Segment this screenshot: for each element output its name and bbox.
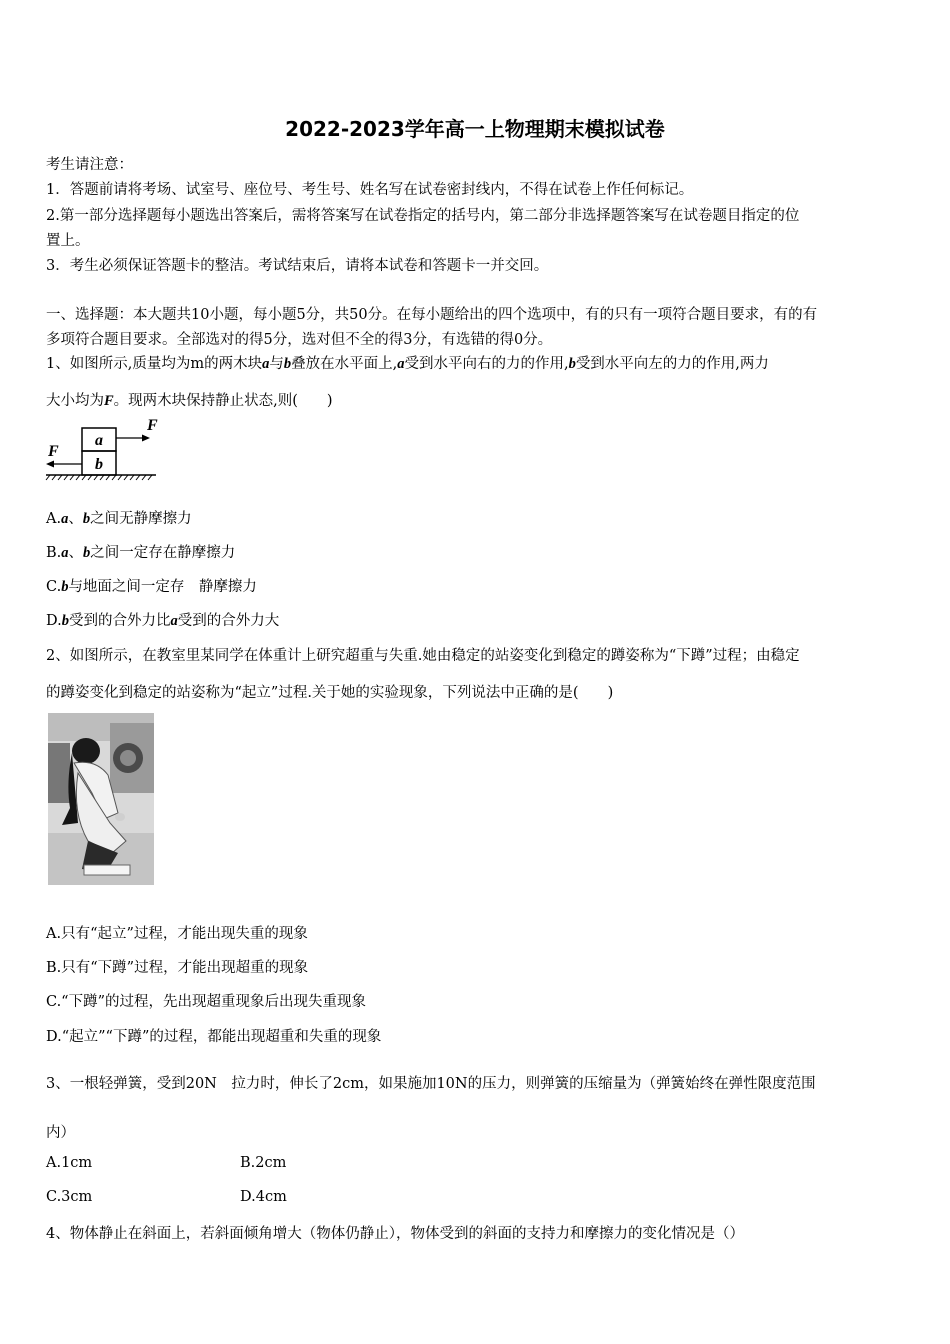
q1-option-b: B.a、b之间一定存在静摩擦力 <box>46 545 236 561</box>
q3-option-c: C.3cm <box>46 1189 93 1205</box>
notice-item-3: 3．考生必须保证答题卡的整洁。考试结束后，请将本试卷和答题卡一并交回。 <box>46 258 549 274</box>
block-b-label: b <box>95 456 103 473</box>
force-label-top: F <box>147 418 158 434</box>
notice-item-2-cont: 置上。 <box>46 233 90 249</box>
page-title: 2022-2023学年高一上物理期末模拟试卷 <box>285 117 665 141</box>
q1-option-c: C.b与地面之间一定存 静摩擦力 <box>46 579 257 595</box>
q2-student-photo <box>48 713 154 885</box>
q1-stem-line-1: 1、如图所示,质量均为m的两木块a与b叠放在水平面上,a受到水平向右的力的作用,b受到水平向左的力的作用,两力 <box>46 356 769 372</box>
q2-option-a: A.只有“起立”过程，才能出现失重的现象 <box>46 926 308 942</box>
q4-stem-line-1: 4、物体静止在斜面上，若斜面倾角增大（物体仍静止），物体受到的斜面的支持力和摩擦力的变化情况是（） <box>46 1226 744 1242</box>
q1-option-d: D.b受到的合外力比a受到的合外力大 <box>46 613 280 629</box>
force-label-left: F <box>48 443 59 460</box>
q2-option-d: D.“起立”“下蹲”的过程，都能出现超重和失重的现象 <box>46 1029 382 1045</box>
q1-option-a: A.a、b之间无静摩擦力 <box>46 511 192 527</box>
photo-illustration <box>48 713 154 885</box>
section-heading-line-2: 多项符合题目要求。全部选对的得5分，选对但不全的得3分，有选错的得0分。 <box>46 332 553 348</box>
q3-option-b: B.2cm <box>240 1155 287 1171</box>
q3-stem-line-1: 3、一根轻弹簧，受到20N 拉力时，伸长了2cm，如果施加10N的压力，则弹簧的压缩量为（弹簧始终在弹性限度范围 <box>46 1076 816 1092</box>
q1-blocks-figure <box>44 418 160 482</box>
q3-option-d: D.4cm <box>240 1189 287 1205</box>
section-heading-line-1: 一、选择题：本大题共10小题，每小题5分，共50分。在每小题给出的四个选项中，有的只有一项符合题目要求，有的有 <box>46 307 818 323</box>
q2-option-c: C.“下蹲”的过程，先出现超重现象后出现失重现象 <box>46 994 367 1010</box>
q3-option-a: A.1cm <box>46 1155 93 1171</box>
q2-option-b: B.只有“下蹲”过程，才能出现超重的现象 <box>46 960 309 976</box>
q2-stem-line-2: 的蹲姿变化到稳定的站姿称为“起立”过程.关于她的实验现象，下列说法中正确的是( ) <box>46 685 614 701</box>
block-a-label: a <box>95 432 103 449</box>
notice-item-1: 1．答题前请将考场、试室号、座位号、考生号、姓名写在试卷密封线内，不得在试卷上作任何标记。 <box>46 182 694 198</box>
notice-heading: 考生请注意： <box>46 157 133 173</box>
notice-item-2: 2.第一部分选择题每小题选出答案后，需将答案写在试卷指定的括号内，第二部分非选择题答案写在试卷题目指定的位 <box>46 208 800 224</box>
q1-stem-line-2: 大小均为F。现两木块保持静止状态,则( ) <box>46 393 333 409</box>
q3-stem-line-2: 内） <box>46 1125 75 1141</box>
q2-stem-line-1: 2、如图所示，在教室里某同学在体重计上研究超重与失重.她由稳定的站姿变化到稳定的蹲姿称为“下蹲”过程；由稳定 <box>46 648 800 664</box>
